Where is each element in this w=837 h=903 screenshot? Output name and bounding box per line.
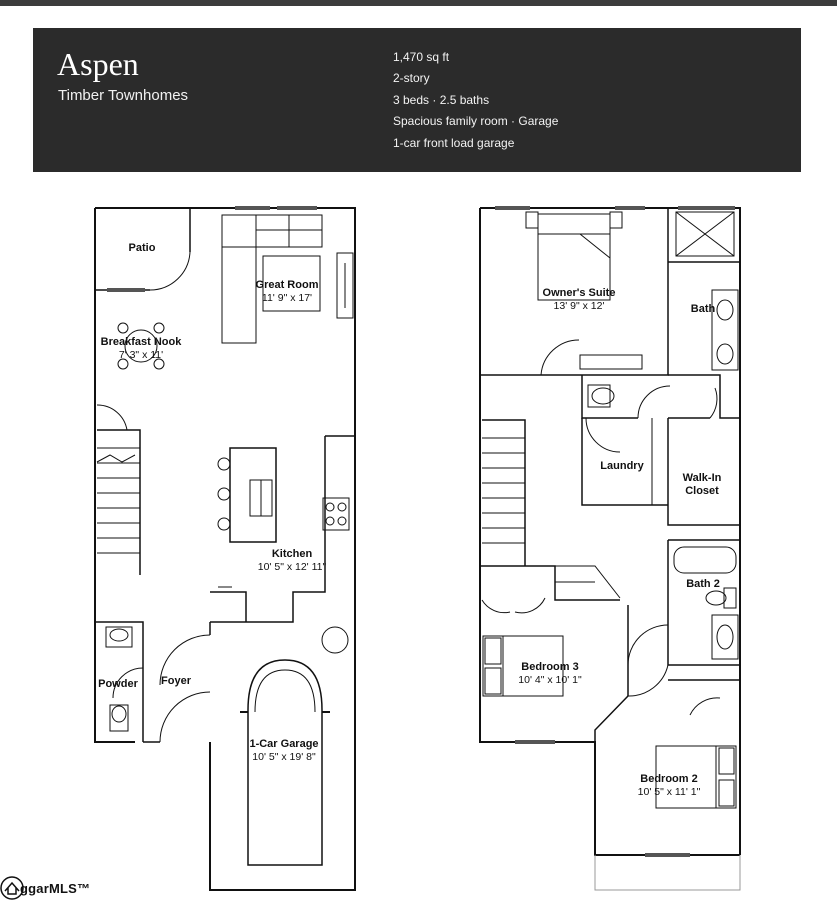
label-garage: 1-Car Garage	[249, 738, 319, 750]
label-closet: Closet	[685, 485, 719, 497]
dim-owners-suite: 13' 9" x 12'	[553, 300, 605, 312]
label-bath: Bath	[690, 303, 716, 315]
dim-bedroom-3: 10' 4" x 10' 1"	[518, 674, 582, 686]
label-bedroom-2: Bedroom 2	[640, 773, 698, 785]
label-owners-suite: Owner's Suite	[542, 287, 616, 299]
spec-features: Spacious family room · Garage	[393, 114, 559, 129]
label-bedroom-3: Bedroom 3	[521, 661, 579, 673]
room-labels	[98, 242, 721, 798]
label-walk-in: Walk-In	[682, 472, 722, 484]
dim-bedroom-2: 10' 5" x 11' 1"	[637, 786, 701, 798]
first-floor-plan	[95, 208, 355, 890]
label-foyer: Foyer	[161, 675, 191, 687]
spec-stories: 2-story	[393, 71, 430, 86]
plan-title: Aspen	[57, 46, 139, 82]
spec-beds-baths: 3 beds · 2.5 baths	[393, 92, 490, 107]
spec-sqft: 1,470 sq ft	[393, 50, 450, 64]
dim-garage: 10' 5" x 19' 8"	[252, 751, 316, 763]
mls-watermark: ggarMLS™	[20, 881, 91, 896]
plan-subtitle: Timber Townhomes	[58, 87, 189, 104]
spec-garage: 1-car front load garage	[393, 135, 515, 150]
dim-great-room: 11' 9" x 17'	[261, 292, 313, 304]
dim-breakfast-nook: 7' 3" x 11'	[118, 349, 164, 361]
label-kitchen: Kitchen	[271, 548, 313, 560]
label-bath-2: Bath 2	[686, 578, 720, 590]
dim-kitchen: 10' 5" x 12' 11"	[257, 561, 327, 573]
label-patio: Patio	[128, 242, 156, 254]
label-great-room: Great Room	[255, 279, 319, 291]
label-powder: Powder	[98, 678, 138, 690]
label-laundry: Laundry	[600, 460, 644, 472]
label-breakfast-nook: Breakfast Nook	[100, 336, 182, 348]
